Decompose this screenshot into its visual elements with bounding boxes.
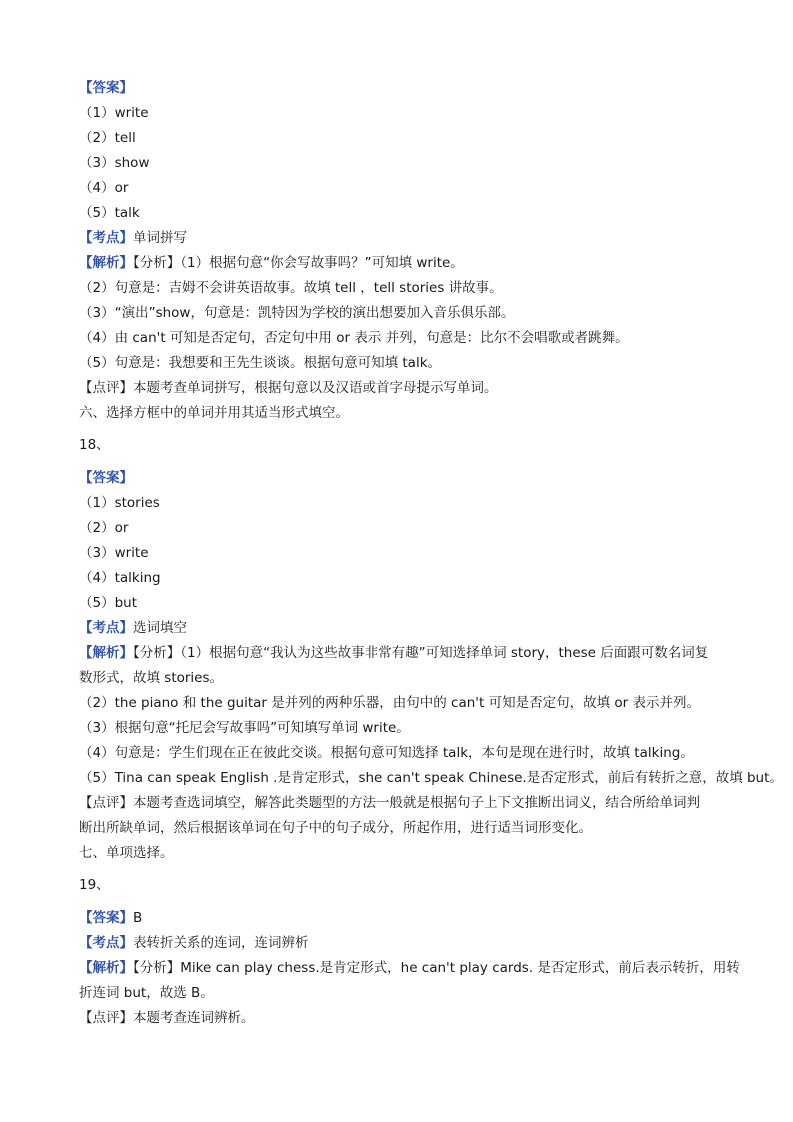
answer-line: （4）or	[79, 180, 129, 196]
comment-line: 断出所缺单词，然后根据该单词在句子中的句子成分，所起作用，进行适当词形变化。	[79, 820, 592, 836]
section-heading: 七、单项选择。	[79, 845, 174, 861]
section-heading: 六、选择方框中的单词并用其适当形式填空。	[79, 405, 349, 421]
explanation-line: （5）句意是：我想要和王先生谈谈。根据句意可知填 talk。	[79, 355, 442, 371]
answer-line: （5）but	[79, 595, 138, 611]
kaodian-line-q19: 【考点】表转折关系的连词，连词辨析	[79, 935, 309, 951]
explanation-line: （3）根据句意“托尼会写故事吗”可知填写单词 write。	[79, 720, 410, 736]
jiexi-line-q18: 【解析】【分析】（1）根据句意“我认为这些故事非常有趣”可知选择单词 story，these 后面跟可数名词复	[79, 645, 709, 661]
answer-line: （1）stories	[79, 495, 160, 511]
explanation-line: （2）句意是：吉姆不会讲英语故事。故填 tell ，tell stories 讲故事。	[79, 280, 503, 296]
jiexi-line-q19: 【解析】【分析】Mike can play chess.是肯定形式，he can't play cards. 是否定形式，前后表示转折，用转	[79, 960, 740, 976]
answer-line: （2）tell	[79, 130, 136, 146]
answer-tag-q17: 【答案】	[79, 80, 133, 96]
explanation-line: 数形式，故填 stories。	[79, 670, 224, 686]
answer-line: （4）talking	[79, 570, 161, 586]
explanation-line: （2）the piano 和 the guitar 是并列的两种乐器，由句中的 can't 可知是否定句，故填 or 表示并列。	[79, 695, 700, 711]
explanation-line: （5）Tina can speak English .是肯定形式，she can't speak Chinese.是否定形式，前后有转折之意，故填 but。	[79, 770, 783, 786]
answer-line: （3）show	[79, 155, 150, 171]
explanation-line: （4）句意是：学生们现在正在彼此交谈。根据句意可知选择 talk，本句是现在进行时，故填 talking。	[79, 745, 694, 761]
question-number: 18、	[79, 437, 110, 453]
answer-line: （3）write	[79, 545, 149, 561]
comment-line: 【点评】本题考查连词辨析。	[79, 1010, 255, 1026]
comment-line: 【点评】本题考查单词拼写，根据句意以及汉语或首字母提示写单词。	[79, 380, 498, 396]
comment-line: 【点评】本题考查选词填空，解答此类题型的方法一般就是根据句子上下文推断出词义，结合所给单词判	[79, 795, 700, 811]
kaodian-line-q18: 【考点】选词填空	[79, 620, 187, 636]
kaodian-line-q17: 【考点】单词拼写	[79, 230, 187, 246]
answer-line: （2）or	[79, 520, 129, 536]
question-number: 19、	[79, 877, 110, 893]
answer-line-q19: 【答案】B	[79, 910, 143, 926]
explanation-line: 折连词 but，故选 B。	[79, 985, 214, 1001]
explanation-line: （3）“演出”show，句意是：凯特因为学校的演出想要加入音乐俱乐部。	[79, 305, 515, 321]
answer-line: （1）write	[79, 105, 149, 121]
explanation-line: （4）由 can't 可知是否定句，否定句中用 or 表示 并列，句意是：比尔不会唱歌或者跳舞。	[79, 330, 629, 346]
jiexi-line-q17: 【解析】【分析】（1）根据句意“你会写故事吗？”可知填 write。	[79, 255, 464, 271]
answer-tag-q18: 【答案】	[79, 470, 133, 486]
answer-line: （5）talk	[79, 205, 140, 221]
